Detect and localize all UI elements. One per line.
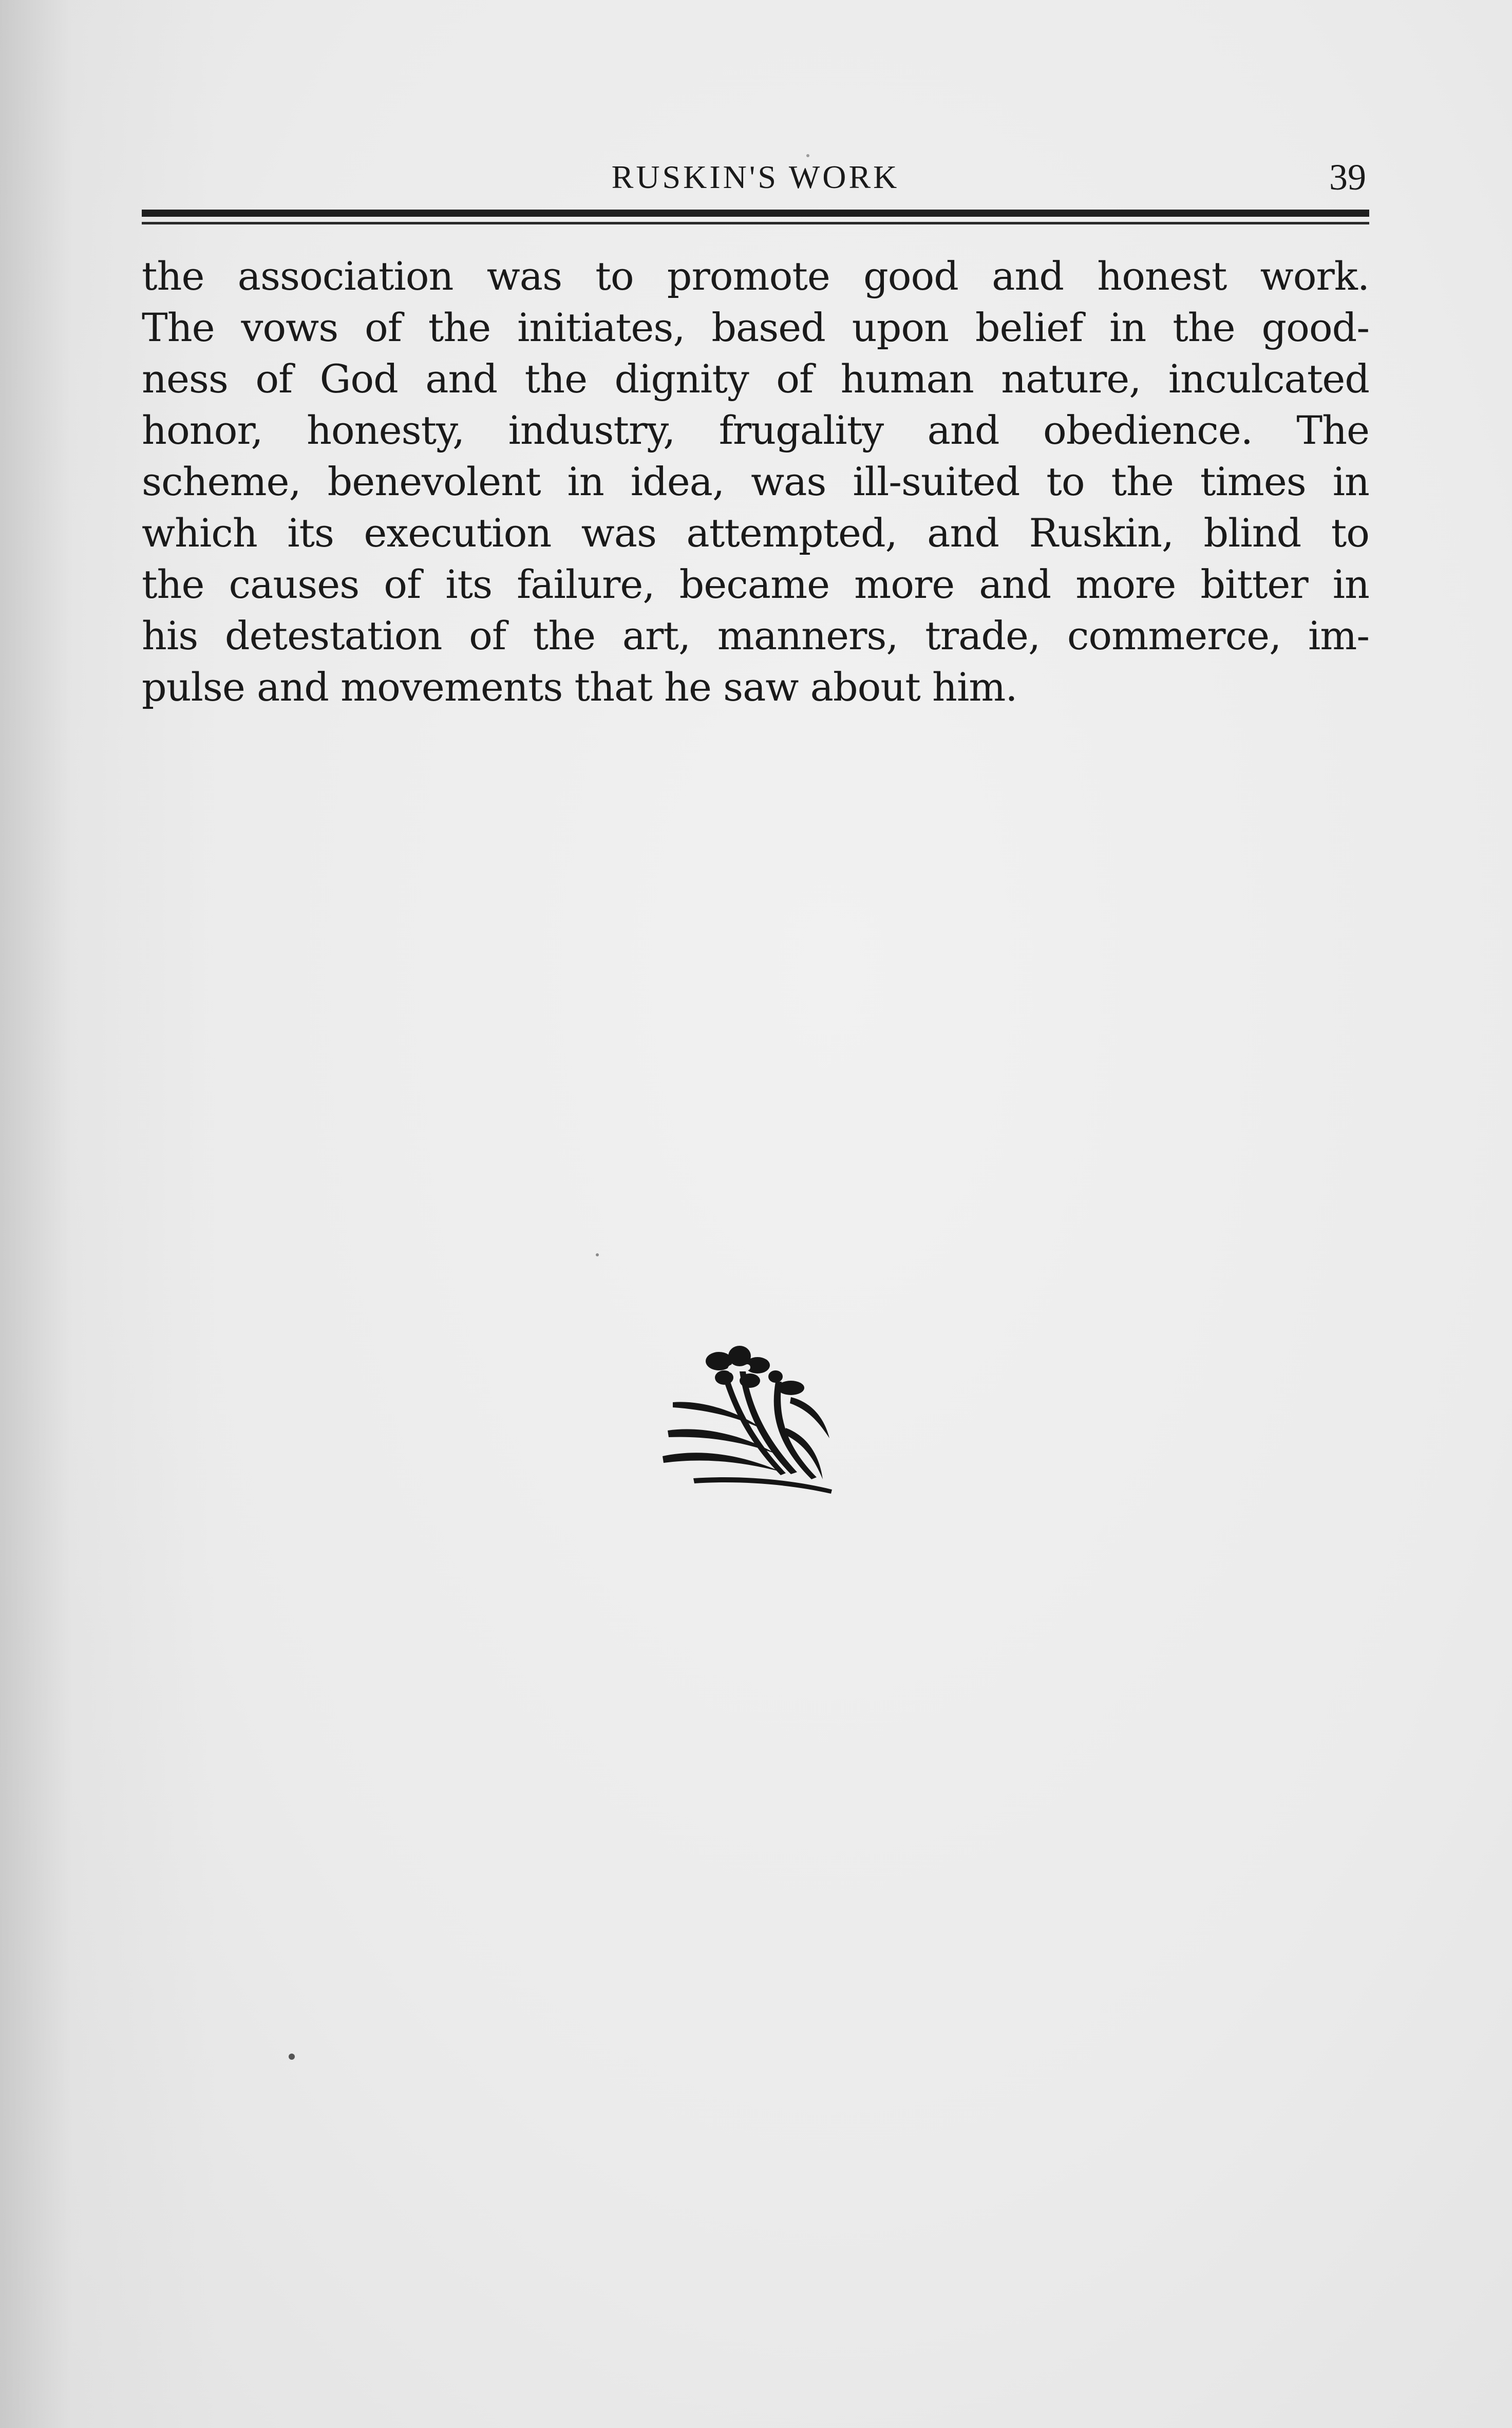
text-line: pulse and movements that he saw about him. [142,664,1017,710]
paper-speck [596,1253,599,1256]
paper-speck [806,154,809,157]
text-line: The vows of the initiates, based upon belief in the good- [142,305,1369,350]
text-line: his detestation of the art, manners, trade, commerce, im- [142,613,1369,658]
paper-speck [289,2054,295,2060]
text-line: ness of God and the dignity of human nature, inculcated [142,356,1369,402]
text-line: the association was to promote good and honest work. [142,253,1369,299]
iris-flower-ornament-icon [663,1341,837,1495]
text-line: which its execution was attempted, and Ruskin, blind to [142,510,1369,556]
header-rule-thick [142,210,1369,217]
text-line: the causes of its failure, became more and more bitter in [142,561,1369,607]
header-rule-thin [142,222,1369,224]
body-paragraph [142,251,1369,713]
text-line: honor, honesty, industry, frugality and obedience. The [142,407,1369,453]
running-head [142,149,1369,200]
running-title: RUSKIN'S WORK [611,159,900,195]
page-number: 39 [1329,157,1366,198]
text-line: scheme, benevolent in idea, was ill-suited to the times in [142,459,1369,504]
